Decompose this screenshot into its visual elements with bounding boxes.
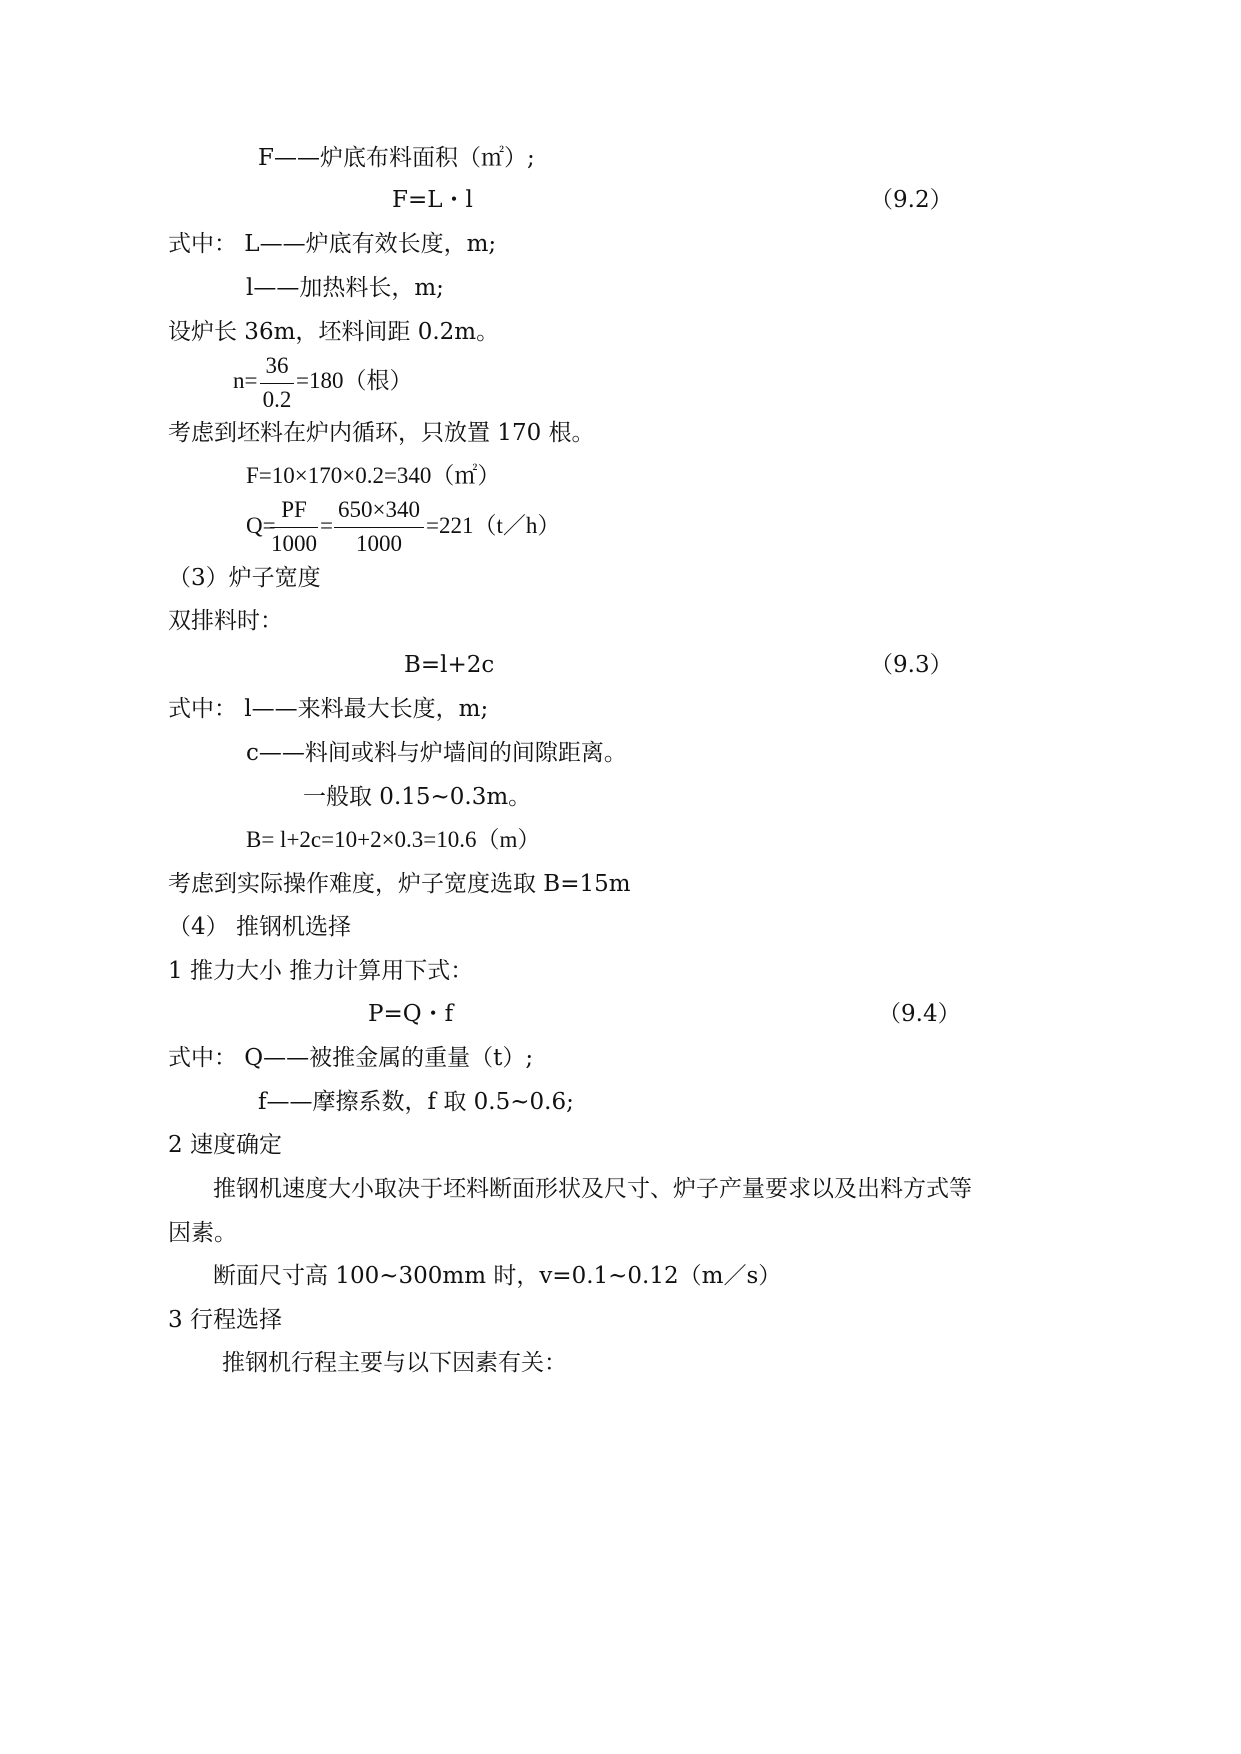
fraction-q1-numerator: PF: [281, 497, 307, 522]
width-selection: 考虑到实际操作难度，炉子宽度选取 B=15m: [168, 871, 631, 897]
def-F: F——炉底布料面积（㎡）;: [258, 145, 535, 171]
stroke-paragraph: 推钢机行程主要与以下因素有关：: [222, 1350, 567, 1376]
thrust-heading: 1 推力大小 推力计算用下式：: [168, 958, 474, 984]
Q-result: =221（t／h）: [426, 513, 561, 538]
formula-9-3: B=l+2c: [404, 652, 495, 678]
section-pusher-selection: （4） 推钢机选择: [168, 914, 351, 940]
typical-value: 一般取 0.15~0.3m。: [303, 784, 532, 810]
F-calculation: F=10×170×0.2=340（㎡）: [246, 463, 501, 488]
fraction-q2: [334, 496, 424, 558]
n-result: =180（根）: [296, 368, 413, 393]
where-c: c——料间或料与炉墙间的间隙距离。: [246, 740, 627, 766]
speed-values: 断面尺寸高 100~300mm 时，v=0.1~0.12（m／s）: [213, 1263, 782, 1289]
where-l: l——加热料长，m;: [246, 275, 444, 301]
B-calculation: B= l+2c=10+2×0.3=10.6（m）: [246, 827, 541, 852]
formula-number-9-2: （9.2）: [870, 187, 953, 213]
fraction-bar: [260, 383, 294, 384]
fraction-bar: [334, 527, 424, 528]
formula-number-9-4: （9.4）: [878, 1001, 961, 1027]
fraction-q2-denominator: 1000: [356, 531, 402, 556]
where-L: 式中： L——炉底有效长度，m;: [168, 231, 497, 257]
stroke-heading: 3 行程选择: [168, 1307, 282, 1333]
where-f: f——摩擦系数，f 取 0.5~0.6;: [258, 1089, 574, 1115]
assume-furnace-length: 设炉长 36m，坯料间距 0.2m。: [168, 319, 500, 345]
speed-paragraph: 推钢机速度大小取决于坯料断面形状及尺寸、炉子产量要求以及出料方式等: [213, 1176, 972, 1202]
where-Q: 式中： Q——被推金属的重量（t）;: [168, 1045, 534, 1071]
fraction-n-denominator: 0.2: [262, 387, 292, 412]
speed-heading: 2 速度确定: [168, 1132, 282, 1158]
fraction-q1-denominator: 1000: [271, 531, 317, 556]
fraction-n: [260, 352, 294, 414]
Q-equals: Q=: [246, 513, 276, 538]
formula-9-2: F=L・l: [392, 187, 473, 213]
where-l-max: 式中： l——来料最大长度，m;: [168, 696, 489, 722]
double-row: 双排料时：: [168, 608, 283, 634]
fraction-q2-numerator: 650×340: [338, 497, 420, 522]
consider-circulation: 考虑到坯料在炉内循环，只放置 170 根。: [168, 420, 595, 446]
fraction-bar: [270, 527, 318, 528]
n-equals: n=: [233, 368, 258, 393]
speed-paragraph-cont: 因素。: [168, 1220, 237, 1246]
formula-9-4: P=Q・f: [368, 1001, 454, 1027]
formula-number-9-3: （9.3）: [870, 652, 953, 678]
fraction-q1: [270, 496, 318, 558]
fraction-n-numerator: 36: [265, 353, 289, 378]
section-furnace-width: （3）炉子宽度: [168, 565, 321, 591]
Q-equals-2: =: [320, 513, 333, 538]
